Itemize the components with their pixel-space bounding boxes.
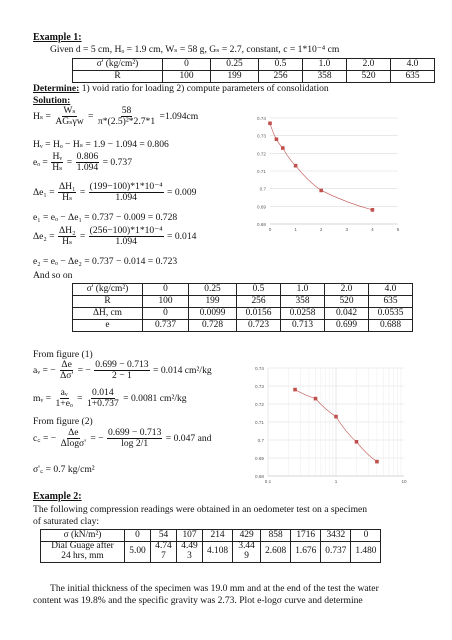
eq-cc-lhs: c꜀ = −	[33, 433, 59, 444]
load-table-1	[72, 58, 435, 83]
table-cell: 358	[281, 296, 325, 308]
table-cell: R	[73, 71, 163, 83]
eq-de1-frac-1-numerator: ΔH₁	[58, 181, 76, 192]
eq-de1-equals: =	[77, 187, 88, 198]
x-tick-label: 10	[401, 479, 407, 484]
table-row	[73, 320, 413, 332]
table-cell: 635	[391, 71, 435, 83]
eq-de1-result: = 0.009	[164, 187, 197, 198]
eq-hs-frac-2-numerator: 58	[121, 105, 132, 116]
chart-1-svg	[250, 110, 410, 235]
x-tick-label: 0.1	[264, 479, 272, 484]
example2-heading: Example 2:	[33, 491, 82, 502]
eq-cc-frac-2	[107, 428, 162, 450]
eq-e0-lhs: eₒ =	[33, 157, 51, 168]
eq-e2: e₂ = eₒ − Δe₂ = 0.737 − 0.014 = 0.723	[33, 256, 178, 267]
eq-e0-frac-2-numerator: 0.806	[76, 151, 99, 162]
eq-mv-equals: =	[74, 393, 85, 404]
table-cell: 1.0	[303, 59, 347, 71]
eq-av	[33, 360, 212, 382]
table-row	[73, 296, 413, 308]
table-cell: 0	[143, 284, 189, 296]
eq-e1: e₁ = eₒ − Δe₁ = 0.737 − 0.009 = 0.728	[33, 212, 178, 223]
determine-label: Determine:	[33, 83, 80, 94]
eq-de2-frac-2-denominator: 1.094	[115, 236, 137, 248]
table-cell: 4.0	[391, 59, 435, 71]
and-so-on: And so on	[33, 270, 73, 281]
x-tick-label: 0	[268, 227, 272, 232]
eq-de1-frac-1	[58, 182, 76, 204]
table-row	[73, 284, 413, 296]
solution-label: Solution:	[33, 95, 71, 106]
table-cell: σ' (kg/cm²)	[73, 59, 163, 71]
y-tick-label: 0.69	[255, 456, 264, 461]
data-point	[334, 415, 338, 419]
eq-mv-frac-1	[55, 388, 74, 410]
eq-hs-frac-2	[97, 106, 156, 128]
eq-mv-frac-1-denominator: 1+eₒ	[55, 398, 73, 410]
table-cell: 4.0	[369, 284, 413, 296]
table-cell: 1716	[291, 530, 321, 542]
eq-e0-frac-2	[76, 152, 100, 174]
table-cell: 4.108	[203, 542, 233, 563]
eq-de1-frac-2	[89, 182, 164, 204]
trend-line	[270, 123, 372, 210]
table-cell: 358	[303, 71, 347, 83]
chart-2-svg	[246, 360, 416, 490]
x-tick-label: 3	[345, 227, 349, 232]
eq-e0	[33, 152, 132, 174]
table-row	[41, 542, 381, 563]
eq-e0-result: = 0.737	[100, 157, 133, 168]
table-cell: 429	[233, 530, 261, 542]
example2-outro-1: The initial thickness of the specimen was 19.0 mm and at the end of the test the water	[50, 583, 379, 594]
eq-cc-equals: = −	[87, 433, 106, 444]
table-cell: 0.737	[321, 542, 351, 563]
chart-e-vs-stress	[250, 110, 410, 235]
table-cell: 0.723	[237, 320, 281, 332]
x-tick-label: 1	[334, 479, 338, 484]
y-tick-label: 0.7	[259, 186, 266, 192]
table-cell: 3432	[321, 530, 351, 542]
table-cell: 2.608	[261, 542, 291, 563]
example1-heading: Example 1:	[33, 32, 82, 43]
data-point	[371, 208, 375, 212]
given-line: Given d = 5 cm, Hₒ = 1.9 cm, Wₛ = 58 g, Gₛ = 2.7, constant, c = 1*10⁻⁴ cm	[50, 44, 340, 55]
table-cell: 0	[163, 59, 211, 71]
table-cell: 0.0258	[281, 308, 325, 320]
table-cell: R	[73, 296, 143, 308]
table-cell: 0	[125, 530, 151, 542]
table-cell: 858	[261, 530, 291, 542]
x-tick-label: 5	[396, 227, 400, 232]
y-tick-label: 0.71	[257, 169, 266, 174]
table-cell: 4.74 7	[151, 542, 177, 563]
table-cell: e	[73, 320, 143, 332]
table-cell: 100	[143, 296, 189, 308]
eq-cc	[33, 428, 211, 450]
eq-av-frac-1-numerator: Δe	[61, 359, 72, 370]
table-cell: 0.25	[211, 59, 259, 71]
table-cell: 256	[237, 296, 281, 308]
table-cell: 100	[163, 71, 211, 83]
table-cell: 1.0	[281, 284, 325, 296]
y-tick-label: 0.7	[257, 438, 264, 443]
eq-preconsolidation: σ'꜀ = 0.7 kg/cm²	[33, 464, 95, 475]
eq-de2-frac-1	[58, 226, 76, 248]
y-tick-label: 0.68	[257, 222, 266, 227]
eq-hs-equals: =	[85, 111, 96, 122]
eq-mv-frac-1-numerator: aᵥ	[60, 387, 68, 398]
eq-av-frac-2-denominator: 2 − 1	[112, 370, 132, 382]
table-cell: 199	[211, 71, 259, 83]
table-cell: 1.676	[291, 542, 321, 563]
table-cell: 0.728	[189, 320, 237, 332]
eq-mv-frac-2	[86, 388, 120, 410]
x-tick-label: 4	[371, 227, 374, 232]
table-cell: 107	[177, 530, 203, 542]
eq-de1-frac-1-denominator: Hₛ	[62, 192, 73, 204]
y-tick-label: 0.71	[255, 420, 264, 425]
eq-de2	[33, 226, 196, 248]
table-cell: 5.00	[125, 542, 151, 563]
eq-mv	[33, 388, 187, 410]
table-cell: 520	[347, 71, 391, 83]
table-cell: 0.5	[237, 284, 281, 296]
example2-intro: The following compression readings were obtained in an oedometer test on a specimen	[33, 504, 368, 515]
eq-av-frac-2-numerator: 0.699 − 0.713	[95, 359, 149, 370]
eq-hs-frac-1-denominator: AGₛγw	[55, 116, 84, 128]
chart-e-vs-log-stress	[246, 360, 416, 490]
eq-cc-frac-1-denominator: Δlogσ'	[60, 438, 86, 450]
eq-de1	[33, 182, 196, 204]
eq-cc-result: = 0.047	[163, 433, 196, 444]
eq-cc-tail: and	[195, 433, 212, 444]
table-cell: 0.699	[325, 320, 369, 332]
eq-hs-frac-1	[54, 106, 84, 128]
table-cell: 4.49 3	[177, 542, 203, 563]
eq-de2-frac-2-numerator: (256−100)*1*10⁻⁴	[89, 225, 163, 236]
eq-de2-frac-2	[89, 226, 164, 248]
eq-e0-frac-1-denominator: Hₛ	[52, 162, 63, 174]
data-point	[268, 122, 272, 126]
table-cell: 0	[143, 308, 189, 320]
table-cell: 0.0099	[189, 308, 237, 320]
table-cell: 0.737	[143, 320, 189, 332]
results-table	[72, 283, 413, 332]
data-point	[319, 189, 323, 193]
eq-mv-frac-2-denominator: 1+0.737	[86, 398, 119, 410]
table-cell: 635	[369, 296, 413, 308]
table-cell: Dial Guage after 24 hrs, mm	[41, 542, 125, 563]
eq-de2-frac-1-numerator: ΔH₂	[58, 225, 76, 236]
y-tick-label: 0.68	[255, 474, 264, 479]
eq-de2-frac-1-denominator: Hₛ	[62, 236, 73, 248]
y-tick-label: 0.73	[257, 133, 266, 139]
data-point	[375, 460, 379, 464]
eq-de1-frac-2-numerator: (199−100)*1*10⁻⁴	[89, 181, 163, 192]
table-cell: 1.480	[351, 542, 381, 563]
data-point	[275, 137, 279, 141]
eq-mv-result: = 0.0081 cm²/kg	[120, 393, 187, 404]
table-cell: 199	[189, 296, 237, 308]
data-point	[355, 440, 359, 444]
eq-hs-result: =1.094cm	[157, 111, 199, 122]
eq-cc-frac-1	[60, 428, 87, 450]
y-tick-label: 0.72	[255, 402, 264, 407]
table-cell: 214	[203, 530, 233, 542]
data-point	[294, 164, 298, 168]
x-tick-label: 1	[294, 227, 297, 232]
eq-hs-frac-2-denominator: π*(2.5)²*2.7*1	[97, 116, 156, 128]
table-row	[73, 59, 435, 71]
determine-text: 1) void ratio for loading 2) compute parameters of consolidation	[79, 83, 329, 94]
eq-cc-frac-2-denominator: log 2/1	[121, 438, 149, 450]
data-point	[293, 388, 297, 392]
x-tick-label: 2	[319, 227, 323, 232]
eq-e0-equals: =	[64, 157, 75, 168]
eq-e0-frac-2-denominator: 1.094	[76, 162, 99, 174]
eq-hs	[33, 106, 198, 128]
compression-table	[40, 529, 381, 563]
eq-de2-equals: =	[77, 231, 88, 242]
eq-de2-lhs: Δe₂ =	[33, 231, 57, 242]
y-tick-label: 0.74	[255, 366, 264, 371]
table-cell: 0	[351, 530, 381, 542]
y-tick-label: 0.69	[257, 204, 266, 210]
example2-outro-2: content was 19.8% and the specific gravity was 2.73. Plot e-logσ curve and determine	[33, 595, 363, 606]
eq-de1-lhs: Δe₁ =	[33, 187, 57, 198]
table-row	[73, 71, 435, 83]
eq-hs-lhs: Hₛ =	[33, 111, 54, 122]
table-cell: 0.688	[369, 320, 413, 332]
example2-intro-2: of saturated clay:	[33, 516, 100, 527]
table-cell: 520	[325, 296, 369, 308]
eq-e0-frac-1	[51, 152, 63, 174]
table-cell: 0.0156	[237, 308, 281, 320]
eq-de2-result: = 0.014	[164, 231, 197, 242]
eq-de1-frac-2-denominator: 1.094	[115, 192, 137, 204]
eq-av-frac-2	[94, 360, 149, 382]
determine-line	[33, 83, 329, 94]
table-cell: 2.0	[325, 284, 369, 296]
eq-mv-frac-2-numerator: 0.014	[92, 387, 114, 398]
table-cell: 0.713	[281, 320, 325, 332]
eq-av-result: = 0.014 cm²/kg	[150, 365, 212, 376]
eq-av-lhs: aᵥ = −	[33, 365, 59, 376]
eq-hs-frac-1-numerator: Wₛ	[63, 105, 76, 116]
table-cell: 0.5	[259, 59, 303, 71]
data-point	[314, 397, 318, 401]
eq-mv-lhs: mᵥ =	[33, 393, 54, 404]
table-row	[73, 308, 413, 320]
y-tick-label: 0.73	[255, 384, 264, 389]
table-cell: 0.042	[325, 308, 369, 320]
table-cell: 0.0535	[369, 308, 413, 320]
eq-cc-frac-2-numerator: 0.699 − 0.713	[107, 427, 162, 438]
table-cell: 0.25	[189, 284, 237, 296]
eq-av-frac-1	[59, 360, 74, 382]
eq-av-equals: = −	[75, 365, 94, 376]
y-tick-label: 0.72	[257, 151, 266, 157]
eq-av-frac-1-denominator: Δσ'	[60, 370, 74, 382]
eq-e0-frac-1-numerator: Hᵥ	[52, 151, 63, 162]
table-cell: 54	[151, 530, 177, 542]
from-figure-2: From figure (2)	[33, 416, 93, 427]
table-cell: ΔH, cm	[73, 308, 143, 320]
table-cell: 3.44 9	[233, 542, 261, 563]
data-point	[281, 146, 285, 150]
y-tick-label: 0.74	[257, 116, 266, 121]
eq-hv: Hᵥ = Hₒ − Hₛ = 1.9 − 1.094 = 0.806	[33, 139, 169, 150]
from-figure-1: From figure (1)	[33, 349, 93, 360]
table-cell: σ (kN/m²)	[41, 530, 125, 542]
table-cell: 256	[259, 71, 303, 83]
table-cell: σ' (kg/cm²)	[73, 284, 143, 296]
table-cell: 2.0	[347, 59, 391, 71]
table-row	[41, 530, 381, 542]
eq-cc-frac-1-numerator: Δe	[68, 427, 79, 438]
